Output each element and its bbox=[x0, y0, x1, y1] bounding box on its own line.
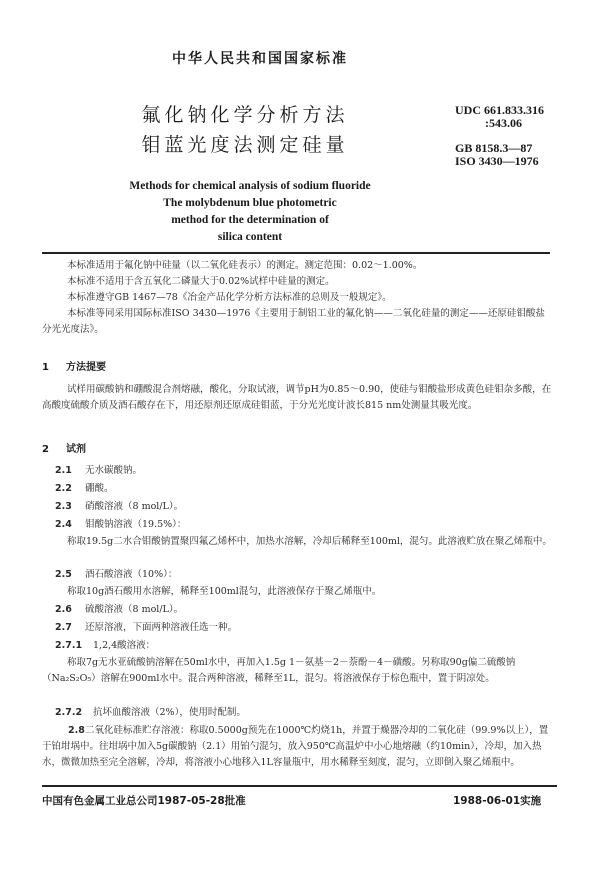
title-en-line1: Methods for chemical analysis of sodium fluoride bbox=[129, 180, 371, 192]
gb-code: GB 8158.3—87 bbox=[455, 141, 533, 155]
reagent-detail: 称取10g酒石酸用水溶解，稀释至100ml混匀，此溶液保存于聚乙烯瓶中。 bbox=[67, 586, 382, 597]
footer-divider bbox=[42, 785, 557, 787]
section-number: 2 bbox=[42, 444, 49, 455]
reagent-item: 2.1 无水碳酸钠。 bbox=[55, 465, 143, 476]
title-cn-line1: 氟化钠化学分析方法 bbox=[141, 104, 349, 126]
national-standard-label: 中华人民共和国国家标准 bbox=[172, 51, 348, 67]
reagent-item: 2.7.2 抗坏血酸溶液（2%），使用时配制。 bbox=[55, 707, 246, 718]
reagent-item: 2.3 硝酸溶液（8 mol/L）。 bbox=[55, 501, 184, 512]
title-en-line4: silica content bbox=[217, 231, 283, 243]
section-title: 试剂 bbox=[66, 444, 86, 455]
standard-codes bbox=[455, 104, 544, 168]
section-2-heading bbox=[42, 440, 86, 455]
reagent-detail: 称取7g无水亚硫酸钠溶解在50ml水中，再加入1.5g 1－氨基－2－萘酚－4－磺酸。另称取90g偏二硫酸钠（Na₂S₂O₅）溶解在900ml水中。混合两种溶液，稀释至1L，混匀。将溶液保存于棕色瓶中，置于阴凉处。 bbox=[42, 657, 516, 684]
section-title: 方法提要 bbox=[66, 362, 106, 373]
section-1-body: 试样用碳酸钠和硼酸混合剂熔融，酸化，分取试液，调节pH为0.85～0.90，使硅与钼酸盐形成黄色硅钼杂多酸，在高酸度硫酸介质及酒石酸存在下，用还原剂还原成硅钼蓝，于分光光度计波长815 nm处测量其吸光度。 bbox=[42, 384, 552, 411]
effective-date: 1988-06-01实施 bbox=[453, 795, 542, 807]
approval-date: 中国有色金属工业总公司1987-05-28批准 bbox=[42, 795, 246, 807]
intro-para-2: 本标准不适用于含五氧化二磷量大于0.02%试样中硅量的测定。 bbox=[67, 276, 335, 287]
intro-para-4: 本标准等同采用国际标准ISO 3430—1976《主要用于制铝工业的氟化钠——二氧化硅量的测定——还原硅钼酸盐分光光度法》。 bbox=[42, 308, 545, 335]
reagent-item: 2.5 酒石酸溶液（10%）： bbox=[55, 569, 178, 580]
document-title-en bbox=[95, 178, 405, 246]
reagent-item: 2.4 钼酸钠溶液（19.5%）： bbox=[55, 519, 187, 530]
udc-code: UDC 661.833.316 bbox=[455, 103, 544, 117]
intro-para-1: 本标准适用于氟化钠中硅量（以二氧化硅表示）的测定。测定范围：0.02～1.00%。 bbox=[67, 260, 423, 271]
reagent-detail: 称取19.5g二水合钼酸钠置聚四氟乙烯杯中，加热水溶解，冷却后稀释至100ml，混匀。此溶液贮放在聚乙烯瓶中。 bbox=[67, 536, 552, 547]
title-en-line2: The molybdenum blue photometric bbox=[163, 197, 337, 209]
reagent-item: 2.7.1 1,2,4酸溶液： bbox=[55, 640, 156, 651]
header-divider bbox=[42, 252, 550, 254]
section-1-heading bbox=[42, 358, 106, 373]
title-cn-line2: 钼蓝光度法测定硅量 bbox=[141, 134, 349, 156]
document-title-cn bbox=[120, 100, 370, 160]
intro-para-3: 本标准遵守GB 1467—78《冶金产品化学分析方法标准的总则及一般规定》。 bbox=[67, 292, 392, 303]
udc-code-cont: :543.06 bbox=[485, 116, 522, 130]
title-en-line3: method for the determination of bbox=[171, 214, 329, 226]
reagent-item-2-8: 2.8二氧化硅标准贮存溶液：称取0.5000g预先在1000℃灼烧1h，并置于燥器冷却的二氧化硅（99.9%以上），置于铂坩埚中。往坩埚中加入5g碳酸钠（2.1）用铂勺混匀，放入950℃高温炉中小心地熔融（约10min），冷却，加入热水，微微加热至完全溶解，冷却，将溶液小心地移入1L容量瓶中，用水稀释至刻度，混匀，立即倒入聚乙烯瓶中。 bbox=[42, 725, 549, 768]
reagent-item: 2.7 还原溶液，下面两种溶液任选一种。 bbox=[55, 622, 238, 633]
reagent-item: 2.6 硫酸溶液（8 mol/L）。 bbox=[55, 604, 184, 615]
iso-code: ISO 3430—1976 bbox=[455, 154, 539, 168]
section-number: 1 bbox=[42, 362, 49, 373]
reagent-item: 2.2 硼酸。 bbox=[55, 483, 114, 494]
